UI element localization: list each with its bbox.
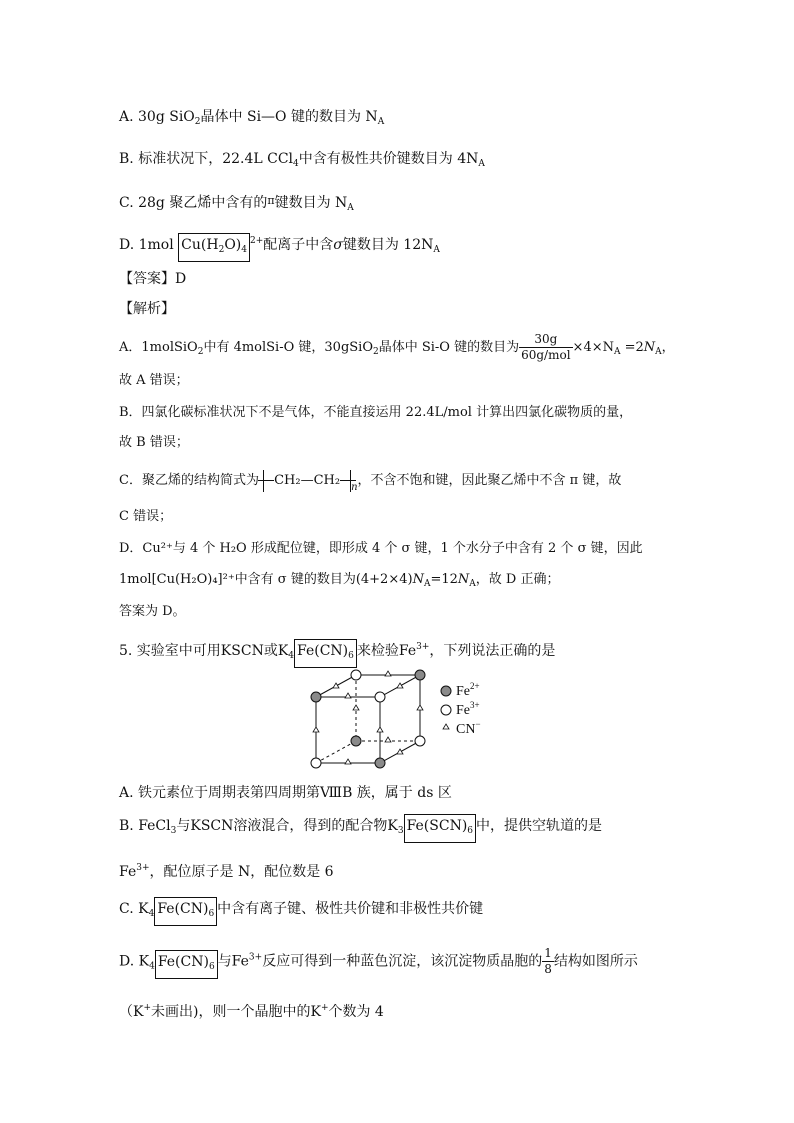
superscript: 3+	[136, 863, 150, 873]
fe3-ion	[311, 758, 321, 768]
subscript: 2	[218, 245, 225, 255]
text: N	[457, 572, 470, 587]
analysis-d-line1: D．Cu²⁺与 4 个 H₂O 形成配位键，即形成 4 个 σ 键，1 个水分子中含有 2 个 σ 键，因此	[119, 541, 643, 556]
text: 中，提供空轨道的是	[476, 818, 603, 834]
option-a-text-2: 晶体中 Si—O 键的数目为 N	[200, 109, 378, 125]
text: N	[412, 572, 424, 587]
text: B. FeCl	[119, 818, 171, 834]
fraction	[519, 332, 572, 363]
cn-ions	[313, 671, 423, 764]
text: =2	[620, 340, 644, 355]
text: Fe(CN)	[157, 953, 209, 970]
text: ，故 D 正确；	[475, 572, 560, 587]
question5-stem	[119, 636, 555, 668]
subscript: 4	[293, 159, 299, 169]
q5-option-d-line2	[119, 997, 384, 1023]
analysis-b-line2: 故 B 错误；	[119, 435, 189, 450]
text: Fe(CN)	[157, 901, 209, 917]
cn-ion	[377, 727, 383, 732]
text: ，配位原子是 N，配位数是 6	[149, 864, 334, 880]
fe3-ion	[415, 736, 425, 746]
sigma-symbol: σ	[333, 237, 343, 253]
analysis-a-line1	[119, 332, 675, 363]
complex-bracket	[155, 950, 218, 979]
complex-text: Cu(H	[181, 237, 219, 253]
cn-ion	[313, 727, 319, 732]
analysis-label: 【解析】	[119, 301, 175, 317]
fraction	[542, 946, 554, 977]
text: ×4×N	[572, 340, 614, 355]
cn-ion	[385, 737, 391, 742]
text: 反应可得到一种蓝色沉淀，该沉淀物质晶胞的	[262, 953, 543, 970]
q5-option-b-line2	[119, 857, 334, 883]
cn-ion	[345, 759, 351, 764]
q5-option-a: A. 铁元素位于周期表第四周期第ⅧB 族，属于 ds 区	[119, 785, 452, 801]
subscript: 4	[241, 245, 247, 255]
fe2-ions	[311, 670, 425, 768]
subscript: A	[469, 579, 476, 589]
subscript: A	[377, 117, 385, 127]
subscript: 2	[194, 117, 201, 127]
subscript: A	[347, 203, 354, 213]
text: ，下列说法正确的是	[429, 643, 556, 659]
subscript: 4	[288, 651, 295, 661]
text: 未画出)，则一个晶胞中的K	[151, 1004, 321, 1020]
option-b-text-2: 中含有极性共价键数目为 4N	[298, 151, 479, 167]
legend-fe2-label: $Fe^{2+}$	[456, 681, 480, 699]
subscript: 6	[208, 909, 215, 919]
subscript: 6	[208, 961, 215, 972]
subscript: 4	[149, 961, 155, 972]
superscript: 3+	[416, 642, 430, 652]
formula-text: CH₂—CH₂	[274, 473, 341, 488]
legend-fe3-symbol	[441, 705, 451, 715]
text: Fe(CN)	[297, 643, 349, 659]
text: Fe	[119, 864, 137, 880]
cn-ion	[397, 749, 403, 754]
option-d	[119, 230, 440, 262]
option-c-text: C. 28g 聚乙烯中含有的	[119, 195, 268, 211]
numerator: 30g	[519, 332, 572, 348]
subscript: A	[433, 245, 440, 255]
superscript: 3+	[248, 952, 263, 963]
pi-symbol: π	[267, 194, 275, 207]
legend-cn-label: CN−	[456, 719, 481, 737]
option-d-text-2: 配离子中含	[263, 237, 334, 253]
analysis-c-line2: C 错误；	[119, 509, 173, 524]
legend	[441, 681, 481, 737]
crystal-cell-diagram	[300, 667, 510, 775]
fe3-ion	[351, 670, 361, 680]
denominator: 60g/mol	[521, 348, 571, 362]
text: C．聚乙烯的结构简式为	[119, 473, 259, 488]
text: 来检验Fe	[356, 643, 417, 659]
option-d-text-3: 键数目为 12N	[342, 237, 434, 253]
fe3-ions	[311, 670, 425, 768]
subscript: 2	[197, 347, 204, 357]
text: （K	[119, 1004, 144, 1020]
text: 5. 实验室中可用KSCN或K	[119, 643, 289, 659]
text: 与KSCN溶液混合，得到的配合物K	[176, 818, 398, 834]
analysis-final: 答案为 D。	[119, 604, 186, 619]
complex-bracket	[154, 897, 217, 926]
denominator: 8	[544, 962, 552, 976]
text: 个数为 4	[328, 1004, 384, 1020]
analysis-b-line1: B．四氯化碳标准状况下不是气体，不能直接运用 22.4L/mol 计算出四氯化碳物质的量，	[119, 405, 633, 420]
text: D. K	[119, 953, 150, 970]
option-c-text-2: 键数目为 N	[274, 195, 348, 211]
superscript: 2+	[250, 236, 264, 246]
subscript: A	[655, 347, 662, 357]
text: Fe(SCN)	[406, 818, 468, 834]
subscript: A	[478, 159, 485, 169]
legend-cn-symbol	[443, 724, 449, 729]
option-c	[119, 190, 354, 219]
option-a	[119, 106, 384, 133]
legend-fe3-label: $Fe^{3+}$	[456, 700, 480, 718]
fe2-ion	[415, 670, 425, 680]
subscript-n: n	[351, 482, 358, 493]
subscript: 6	[467, 826, 474, 836]
option-b	[119, 148, 485, 175]
text: N	[643, 340, 656, 355]
subscript: 2	[372, 347, 379, 357]
cube-edges	[316, 675, 420, 763]
complex-bracket	[294, 639, 357, 668]
superscript: +	[143, 1003, 152, 1013]
subscript: 3	[170, 826, 177, 836]
subscript: 4	[148, 909, 155, 919]
complex-bracket	[404, 814, 476, 843]
text: 结构如图所示	[553, 953, 638, 970]
polymer-formula	[263, 470, 351, 492]
subscript: 6	[348, 651, 354, 661]
text: 中含有离子键、极性共价键和非极性共价键	[217, 901, 484, 917]
answer-label: 【答案】D	[119, 271, 187, 287]
cn-ion	[385, 671, 391, 676]
cn-ion	[417, 705, 423, 710]
option-a-text: A. 30g SiO	[119, 109, 195, 125]
cn-ion	[353, 705, 359, 710]
subscript: A	[613, 347, 621, 357]
subscript: 3	[397, 826, 404, 836]
fe3-ion	[375, 692, 385, 702]
option-d-text: D. 1mol	[119, 237, 179, 253]
text: =12	[430, 572, 458, 587]
subscript: A	[423, 579, 431, 589]
analysis-d-line2	[119, 569, 559, 595]
fe2-ion	[375, 758, 385, 768]
analysis-a-line2: 故 A 错误；	[119, 373, 189, 388]
cn-ion	[345, 693, 351, 698]
superscript: +	[320, 1003, 329, 1013]
fe2-ion	[311, 692, 321, 702]
text: C. K	[119, 901, 149, 917]
q5-option-d-line1	[119, 946, 638, 979]
text: 晶体中 Si-O 键的数目为	[378, 340, 520, 355]
analysis-c-line1	[119, 470, 621, 499]
text: ，	[661, 340, 675, 355]
text: ，不含不饱和键，因此聚乙烯中不含 π 键，故	[357, 473, 622, 488]
q5-option-c	[119, 897, 483, 926]
fe2-ion	[351, 736, 361, 746]
legend-fe2-symbol	[441, 686, 451, 696]
text: 与Fe	[217, 953, 249, 970]
text: A．1molSiO	[119, 340, 198, 355]
q5-option-b-line1	[119, 814, 602, 843]
cn-ion	[397, 683, 403, 688]
text: 1mol[Cu(H₂O)₄]²⁺中含有 σ 键的数目为(4+2×4)	[119, 572, 413, 587]
numerator: 1	[544, 946, 552, 960]
complex-text-2: O)	[224, 237, 242, 253]
option-b-text: B. 标准状况下，22.4L CCl	[119, 151, 294, 167]
complex-bracket	[178, 233, 250, 262]
text: 中有 4molSi-O 键，30gSiO	[203, 340, 373, 355]
cn-ion	[333, 683, 339, 688]
